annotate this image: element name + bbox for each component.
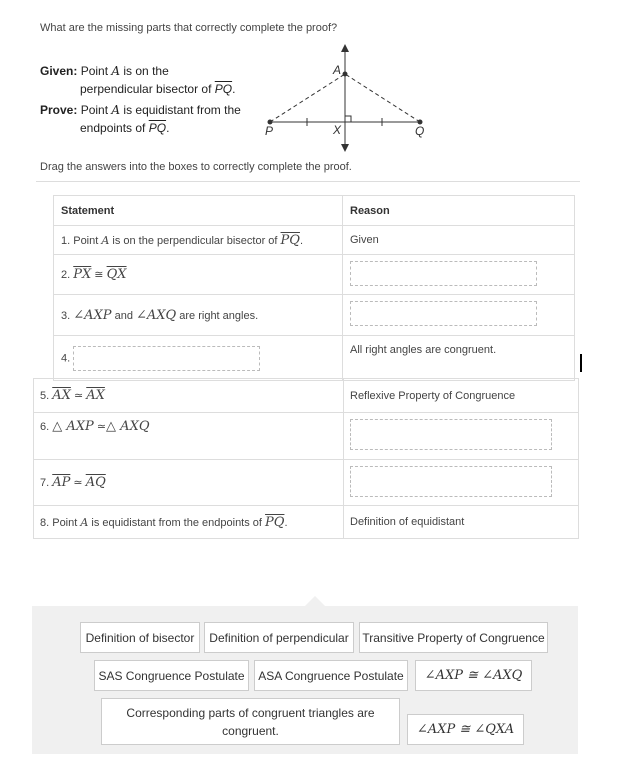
answer-cpctc[interactable]: Corresponding parts of congruent triangles are congruent. bbox=[101, 698, 400, 745]
statement-2: 2. $\overline{PX}$ ≅ $\overline{QX}$ bbox=[54, 255, 343, 295]
proof-row-2 bbox=[54, 255, 575, 295]
reason-2-cell bbox=[343, 255, 575, 295]
label-x: X bbox=[333, 123, 342, 137]
statement-5: 5. $\overline{AX}$ ≃ $\overline{AX}$ bbox=[34, 379, 344, 413]
prove-label: Prove: bbox=[40, 103, 78, 117]
reason-1: Given bbox=[343, 226, 575, 255]
statement-6: 6. △ AXP ≃△ AXQ bbox=[34, 413, 344, 460]
reason-3-cell bbox=[343, 295, 575, 336]
answer-definition-of-bisector[interactable]: Definition of bisector bbox=[80, 622, 200, 653]
statement-7: 7. $\overline{AP}$ ≃ $\overline{AQ}$ bbox=[34, 460, 344, 506]
reason-3-drop-zone[interactable] bbox=[350, 301, 537, 326]
reason-2-drop-zone[interactable] bbox=[350, 261, 537, 286]
proof-row-8 bbox=[34, 506, 579, 539]
proof-row-3 bbox=[54, 295, 575, 336]
answer-bank bbox=[32, 606, 578, 754]
answer-sas-postulate[interactable]: SAS Congruence Postulate bbox=[94, 660, 249, 691]
given-statement: Given: Point A is on the perpendicular bisector of $\overline{PQ}$. bbox=[40, 64, 236, 96]
answer-angle-axp-axq[interactable]: ∠AXP ≅ ∠AXQ bbox=[415, 660, 532, 691]
text-cursor bbox=[580, 354, 582, 372]
proof-row-5 bbox=[34, 379, 579, 413]
answer-transitive-property[interactable]: Transitive Property of Congruence bbox=[359, 622, 548, 653]
reason-7-cell bbox=[344, 460, 579, 506]
answer-definition-of-perpendicular[interactable]: Definition of perpendicular bbox=[204, 622, 354, 653]
arrow-down-icon bbox=[341, 144, 349, 152]
statement-8: 8. Point A is equidistant from the endpoints of $\overline{PQ}$. bbox=[34, 506, 344, 539]
prove-statement: Prove: Point A is equidistant from the endpoints of $\overline{PQ}$. bbox=[40, 103, 241, 135]
proof-table-top bbox=[53, 195, 575, 381]
proof-row-6 bbox=[34, 413, 579, 460]
proof-row-4 bbox=[54, 336, 575, 381]
given-label: Given: bbox=[40, 64, 78, 78]
right-angle-mark bbox=[345, 116, 351, 122]
answer-asa-postulate[interactable]: ASA Congruence Postulate bbox=[254, 660, 408, 691]
instructions-text: Drag the answers into the boxes to correctly complete the proof. bbox=[40, 161, 352, 173]
reason-5: Reflexive Property of Congruence bbox=[344, 379, 579, 413]
label-a: A bbox=[333, 63, 342, 77]
segment-ap bbox=[270, 74, 345, 122]
statement-3: 3. ∠AXP and ∠AXQ are right angles. bbox=[54, 295, 343, 336]
statement-4-cell: 4. bbox=[54, 336, 343, 381]
segment-aq bbox=[345, 74, 420, 122]
point-a bbox=[343, 72, 348, 77]
reason-header: Reason bbox=[343, 196, 575, 226]
label-q: Q bbox=[415, 124, 425, 138]
arrow-up-icon bbox=[341, 44, 349, 52]
statement-4-drop-zone[interactable] bbox=[73, 346, 260, 371]
reason-7-drop-zone[interactable] bbox=[350, 466, 552, 497]
reason-6-drop-zone[interactable] bbox=[350, 419, 552, 450]
divider bbox=[36, 181, 580, 182]
reason-4: All right angles are congruent. bbox=[343, 336, 575, 381]
reason-6-cell bbox=[344, 413, 579, 460]
label-p: P bbox=[265, 124, 274, 138]
header-row bbox=[54, 196, 575, 226]
statement-header: Statement bbox=[54, 196, 343, 226]
proof-row-1 bbox=[54, 226, 575, 255]
question-text: What are the missing parts that correctly complete the proof? bbox=[40, 22, 338, 34]
statement-1: 1. Point A is on the perpendicular bisector of $\overline{PQ}$. bbox=[54, 226, 343, 255]
answer-angle-axp-qxa[interactable]: ∠AXP ≅ ∠QXA bbox=[407, 714, 524, 745]
answer-bank-pointer bbox=[305, 596, 325, 606]
proof-table-bottom bbox=[33, 378, 579, 539]
proof-row-7 bbox=[34, 460, 579, 506]
geometry-diagram bbox=[258, 42, 438, 154]
reason-8: Definition of equidistant bbox=[344, 506, 579, 539]
